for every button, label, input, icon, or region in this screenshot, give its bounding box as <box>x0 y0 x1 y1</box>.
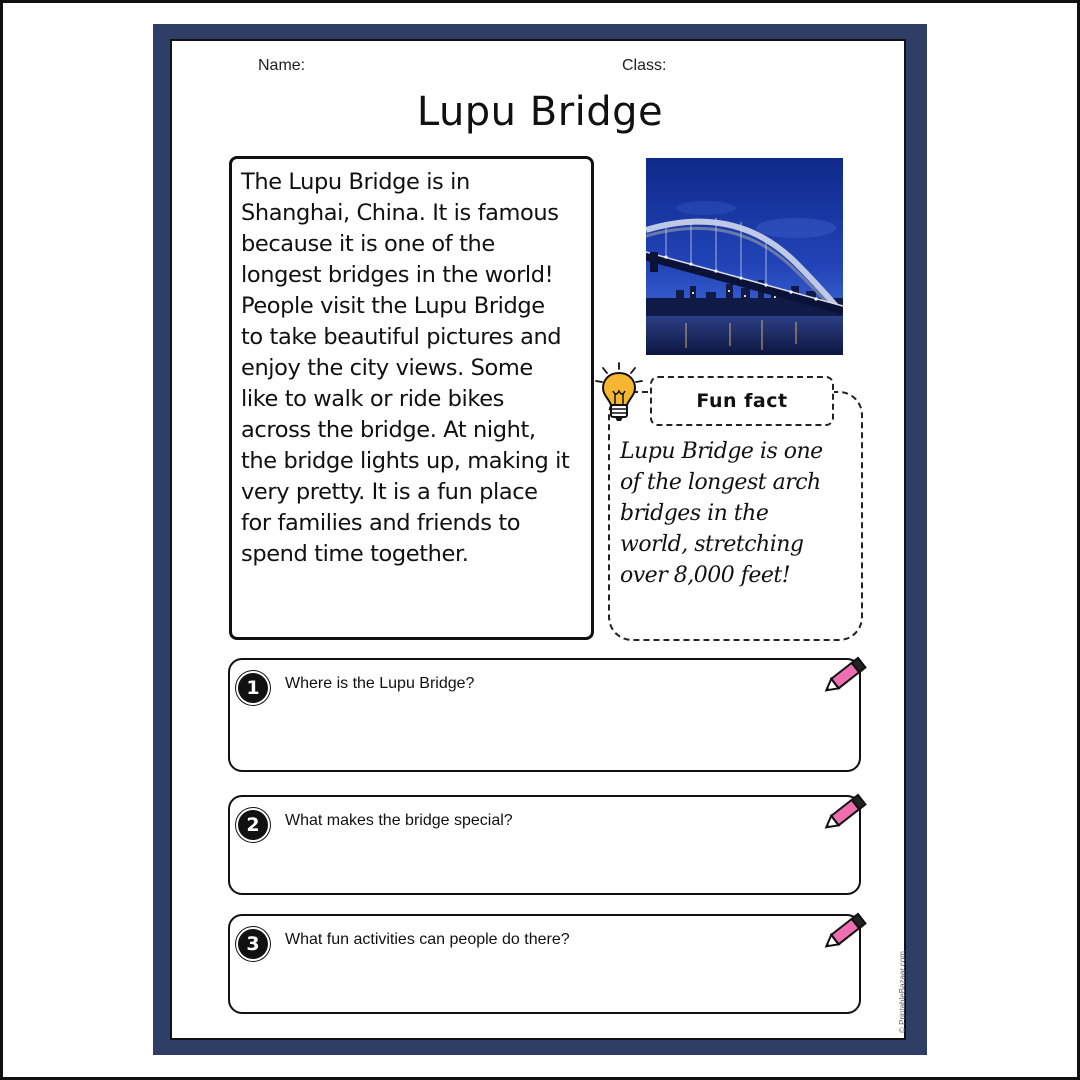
fun-fact-line: Lupu Bridge is one <box>620 439 823 464</box>
copyright-text: © PrintableBazaar.com <box>898 951 907 1033</box>
page-title: Lupu Bridge <box>416 89 664 135</box>
fun-fact-line: over 8,000 feet! <box>620 563 791 588</box>
passage-line: very pretty. It is a fun place <box>241 479 538 505</box>
question-2-number: 2 <box>238 810 268 840</box>
passage-line: People visit the Lupu Bridge <box>241 293 545 319</box>
lightbulb-icon <box>594 361 644 425</box>
question-3-answer-box[interactable] <box>228 914 861 1014</box>
fun-fact-text <box>620 436 855 591</box>
passage-line: because it is one of the <box>241 231 495 257</box>
passage-line: the bridge lights up, making it <box>241 448 570 474</box>
pencil-icon <box>819 789 871 839</box>
worksheet-page <box>170 39 906 1040</box>
question-1-text: Where is the Lupu Bridge? <box>285 675 475 692</box>
question-2-answer-box[interactable] <box>228 795 861 895</box>
passage-line: across the bridge. At night, <box>241 417 536 443</box>
passage-line: to take beautiful pictures and <box>241 324 562 350</box>
question-1-answer-box[interactable] <box>228 658 861 772</box>
passage-line: enjoy the city views. Some <box>241 355 533 381</box>
fun-fact-label: Fun fact <box>650 376 834 426</box>
bridge-photo <box>646 158 843 355</box>
pencil-icon <box>819 908 871 958</box>
question-3-number: 3 <box>238 929 268 959</box>
class-label: Class: <box>622 57 667 74</box>
question-1-number: 1 <box>238 673 268 703</box>
name-label: Name: <box>258 57 306 74</box>
reading-passage <box>241 167 583 570</box>
fun-fact-line: world, stretching <box>620 532 804 557</box>
passage-line: The Lupu Bridge is in <box>241 169 470 195</box>
passage-line: for families and friends to <box>241 510 521 536</box>
fun-fact-line: bridges in the <box>620 501 769 526</box>
question-3-text: What fun activities can people do there? <box>285 931 570 948</box>
passage-line: like to walk or ride bikes <box>241 386 504 412</box>
passage-line: longest bridges in the world! <box>241 262 554 288</box>
passage-line: Shanghai, China. It is famous <box>241 200 559 226</box>
reading-passage-box <box>229 156 594 640</box>
fun-fact-line: of the longest arch <box>620 470 821 495</box>
question-2-text: What makes the bridge special? <box>285 812 513 829</box>
pencil-icon <box>819 652 871 702</box>
passage-line: spend time together. <box>241 541 469 567</box>
